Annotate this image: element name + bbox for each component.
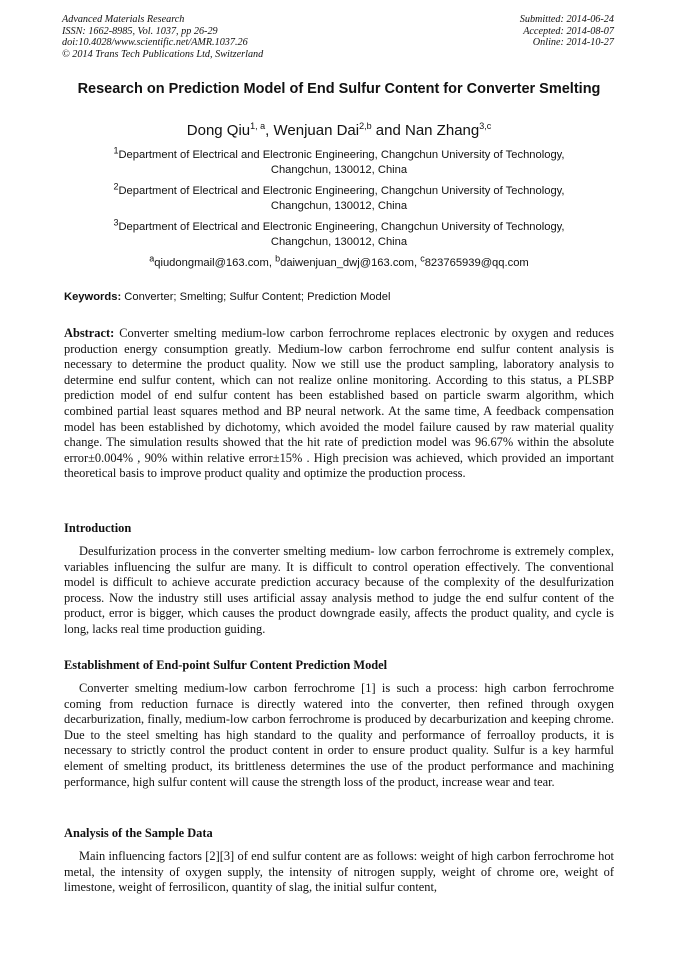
journal-info bbox=[62, 14, 263, 60]
author-separator: , bbox=[265, 122, 274, 139]
affiliation bbox=[64, 181, 614, 214]
section-paragraph-analysis: Main influencing factors [2][3] of end sulfur content are as follows: weight of high carbon ferrochrome hot metal, the intensity of oxygen supply, the intensity of nitrogen supply, weight of chrome ore, weight of limestone, weight of ferrosilicon, quantity of slag, the initial sulfur content, bbox=[64, 849, 614, 895]
affiliation-superscript: 3 bbox=[113, 217, 119, 228]
abstract-label: Abstract: bbox=[64, 326, 115, 340]
email-superscript: c bbox=[420, 253, 425, 264]
affiliation-line: Changchun, 130012, China bbox=[270, 164, 408, 176]
section-heading-introduction: Introduction bbox=[64, 521, 132, 535]
author-name: Nan Zhang bbox=[405, 122, 480, 139]
email-list bbox=[64, 253, 614, 271]
author-name: Wenjuan Dai bbox=[273, 122, 360, 139]
submitted-date: Submitted: 2014-06-24 bbox=[519, 14, 614, 25]
affiliation-text: Department of Electrical and Electronic Engineering, Changchun University of Technology, bbox=[118, 221, 565, 233]
affiliation-line bbox=[64, 217, 614, 235]
submission-dates bbox=[520, 14, 614, 49]
accepted-date: Accepted: 2014-08-07 bbox=[523, 25, 614, 37]
section-heading-analysis: Analysis of the Sample Data bbox=[64, 826, 213, 840]
affiliation-line bbox=[64, 145, 614, 163]
affiliation-line: Changchun, 130012, China bbox=[270, 200, 408, 212]
paper-title: Research on Prediction Model of End Sulfur Content for Converter Smelting bbox=[77, 81, 601, 97]
email-address[interactable]: 823765939@qq.com bbox=[424, 257, 529, 269]
journal-name: Advanced Materials Research bbox=[62, 14, 185, 25]
section-paragraph-introduction: Desulfurization process in the converter smelting medium- low carbon ferrochrome is extremely complex, variables influencing the sulfur are many. It is difficult to control operation effectively. The conventional model is difficult to achieve accurate prediction accuracy because of the complexity of the desulfurization process. Now the industry still uses artificial assay analysis method to judge the end sulfur content of the product, error is bigger, which causes the product downgrade easily, affects the product quality, and cycle is long, lacks real time production guiding. bbox=[64, 544, 614, 636]
affiliation-line: Changchun, 130012, China bbox=[270, 236, 408, 248]
author-separator: and bbox=[371, 122, 405, 139]
author-superscript: 1, a bbox=[250, 121, 266, 131]
section-heading-establishment: Establishment of End-point Sulfur Content Prediction Model bbox=[64, 658, 388, 672]
email-address[interactable]: daiwenjuan_dwj@163.com bbox=[280, 257, 414, 269]
email-superscript: b bbox=[275, 253, 281, 264]
abstract bbox=[64, 326, 614, 482]
affiliation-line bbox=[64, 181, 614, 199]
author-list bbox=[64, 122, 614, 140]
keywords bbox=[64, 290, 614, 305]
section-paragraph-establishment: Converter smelting medium-low carbon ferrochrome [1] is such a process: high carbon ferrochrome coming from reduction furnace is directly watered into the converter, then refined through oxygen decarburization, finally, medium-low carbon ferrochrome is produced by decarburization and keeping chrome. Due to the steel smelting has high standard to the quality and performance of ferroalloy products, it is necessary to strictly control the product content in order to ensure product quality. Sulfur is a key harmful element of smelting product, its brittleness determines the use of the product performance and machining performance, high sulfur content will cause the strength loss of the product, increase wear and tear. bbox=[64, 681, 614, 789]
affiliation-superscript: 1 bbox=[113, 145, 119, 156]
issn: ISSN: 1662-8985, Vol. 1037, pp 26-29 bbox=[62, 25, 218, 37]
abstract-text: Converter smelting medium-low carbon ferrochrome replaces electronic by oxygen and reduces production energy consumption greatly. Medium-low carbon ferrochrome end sulfur content analysis is necessary to determine the product quality. Now we still use the product sampling, laboratory analysis to determine end sulfur content, which can not realize online monitoring. According to this status, a PLSBP prediction model of end sulfur content has been established based on particle swarm algorithm, which combined partial least squares method and BP neural network. At the same time, A feedback compensation model has been established by dichotomy, which avoided the model failure caused by raw material quality change. The simulation results showed that the hit rate of prediction model was 96.67% within the absolute error±0.004% , 90% within relative error±15% . High precision was achieved, which provided an important theoretical basis to improve product quality and optimize the production process. bbox=[64, 326, 614, 481]
affiliation bbox=[64, 145, 614, 178]
online-date: Online: 2014-10-27 bbox=[532, 37, 614, 49]
keywords-label: Keywords: bbox=[64, 291, 122, 303]
author-superscript: 2,b bbox=[359, 121, 372, 131]
keywords-text: Converter; Smelting; Sulfur Content; Prediction Model bbox=[121, 291, 391, 303]
affiliation-text: Department of Electrical and Electronic Engineering, Changchun University of Technology, bbox=[118, 185, 565, 197]
affiliation bbox=[64, 217, 614, 250]
affiliation-text: Department of Electrical and Electronic Engineering, Changchun University of Technology, bbox=[118, 149, 565, 161]
email-separator: , bbox=[268, 257, 276, 269]
email-separator: , bbox=[413, 257, 421, 269]
author-superscript: 3,c bbox=[479, 121, 492, 131]
email-superscript: a bbox=[149, 253, 155, 264]
affiliation-superscript: 2 bbox=[113, 181, 119, 192]
email-address[interactable]: qiudongmail@163.com bbox=[154, 257, 269, 269]
copyright: © 2014 Trans Tech Publications Ltd, Switzerland bbox=[62, 48, 264, 60]
doi: doi:10.4028/www.scientific.net/AMR.1037.26 bbox=[62, 37, 248, 49]
author-name: Dong Qiu bbox=[186, 122, 251, 139]
